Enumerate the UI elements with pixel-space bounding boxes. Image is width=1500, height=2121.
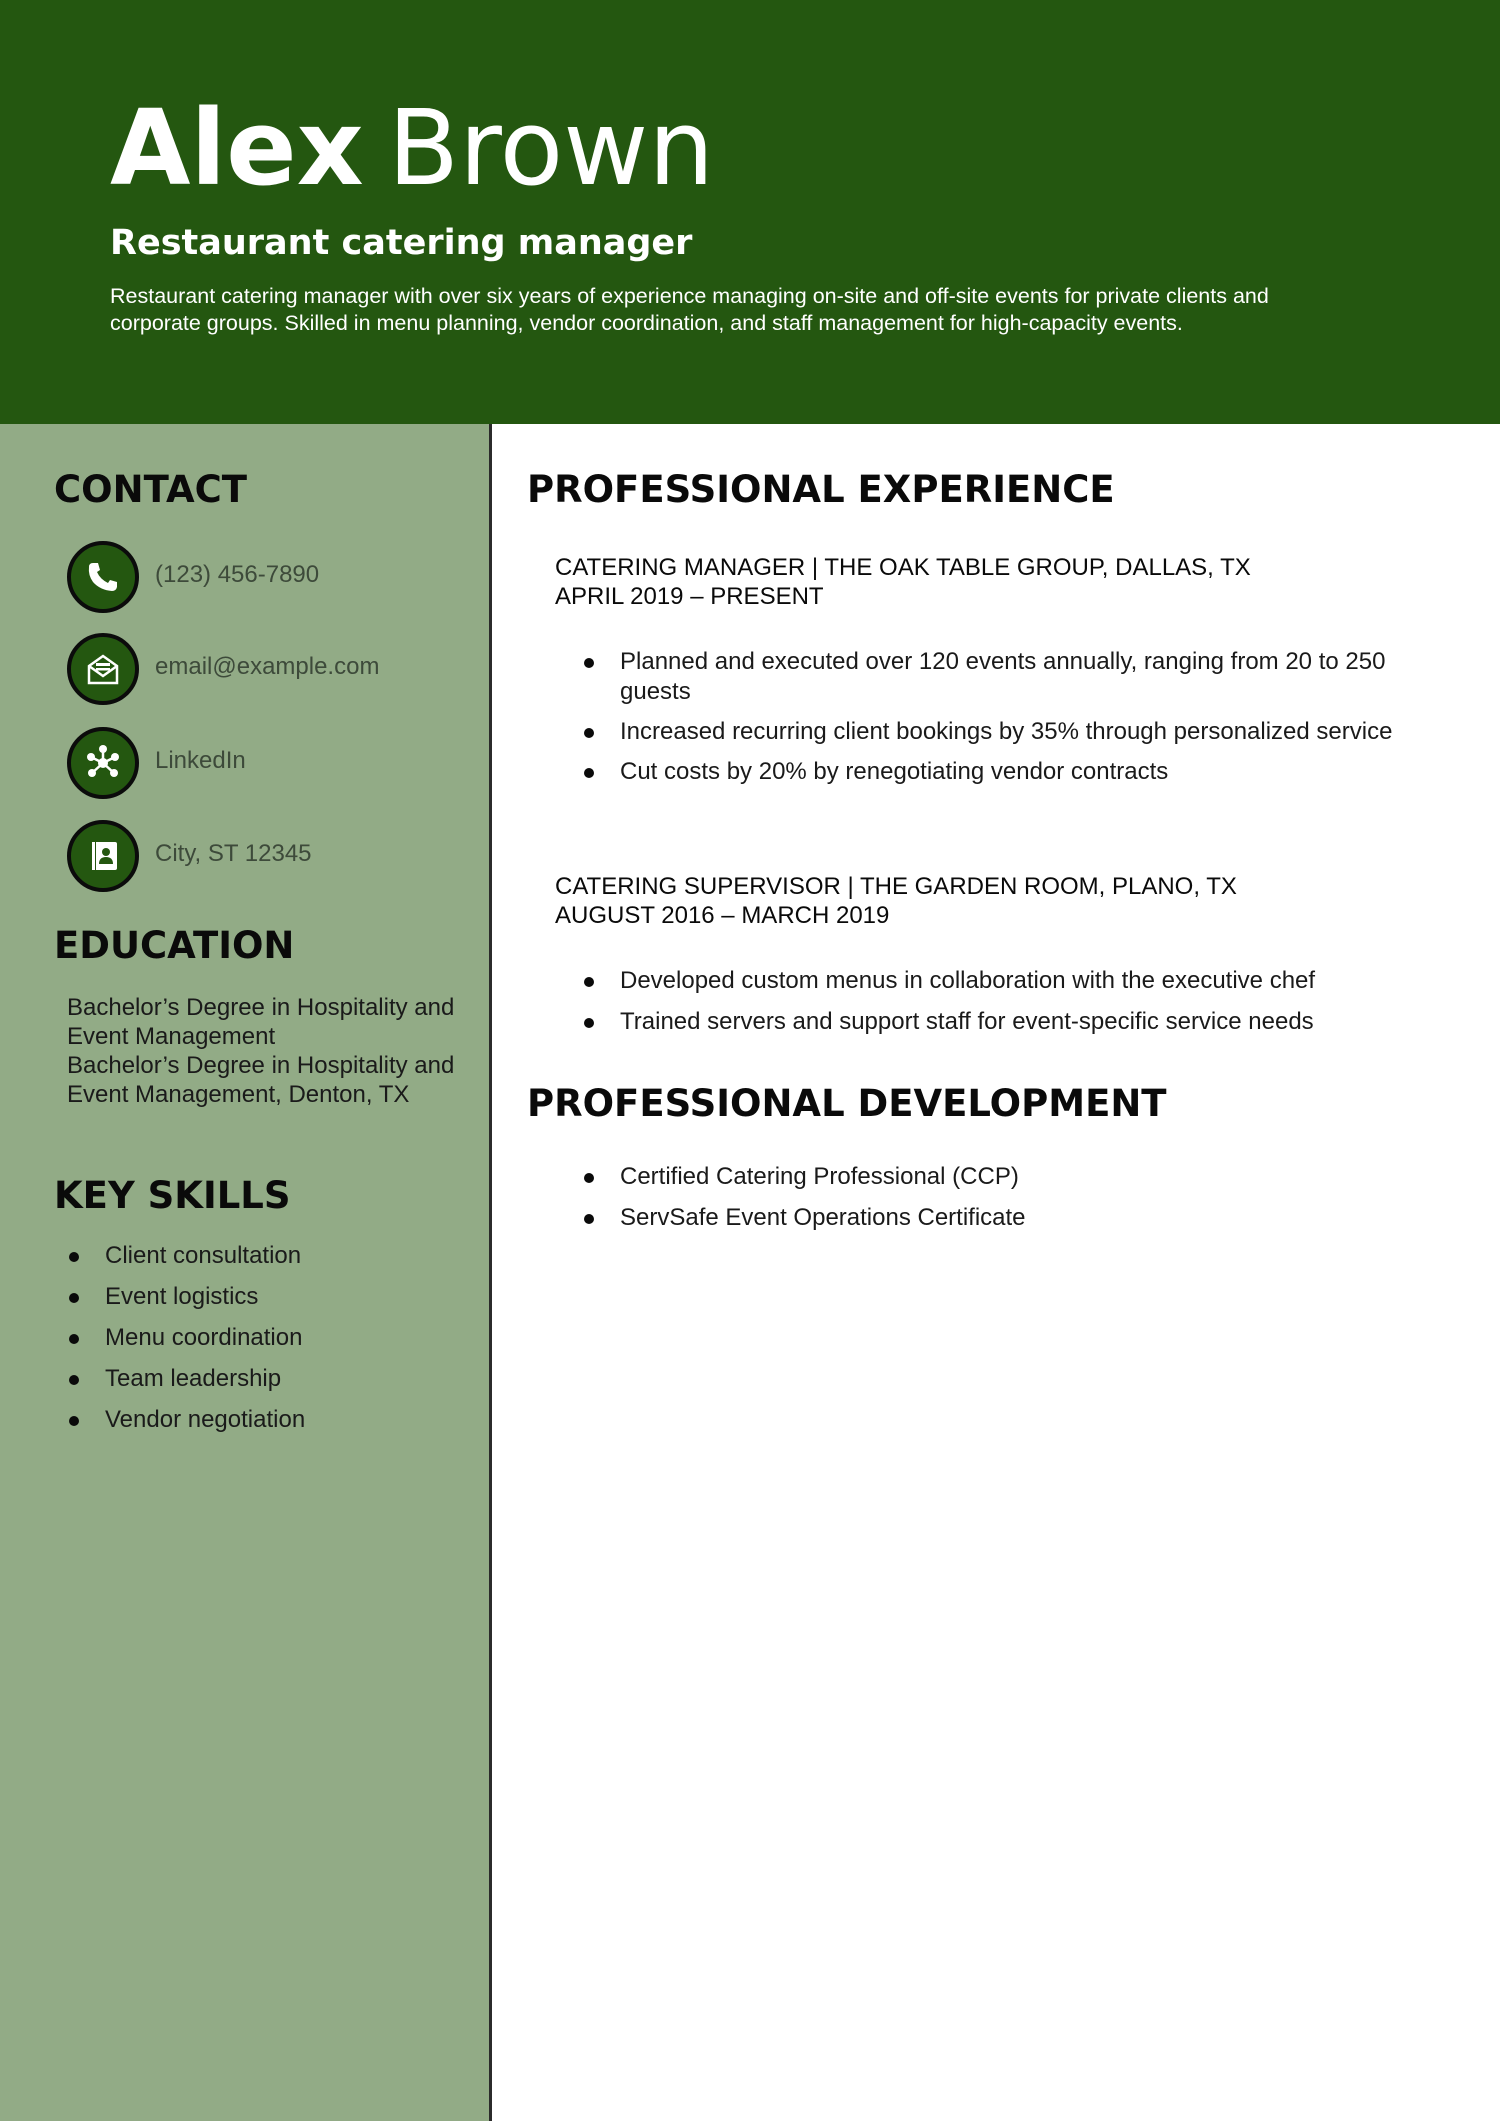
education-heading: EDUCATION <box>54 924 295 967</box>
job-bullet: Developed custom menus in collaboration with the executive chef <box>582 966 1422 996</box>
skills-list <box>67 1241 305 1446</box>
linkedin-text[interactable]: LinkedIn <box>155 747 246 774</box>
education-entry: Bachelor’s Degree in Hospitality and Event Management, Denton, TX <box>67 1052 455 1108</box>
skill-item: Team leadership <box>67 1364 305 1405</box>
job-dates: AUGUST 2016 – MARCH 2019 <box>555 902 890 929</box>
job-title: Restaurant catering manager <box>110 223 693 263</box>
skill-item: Vendor negotiation <box>67 1405 305 1446</box>
development-item: Certified Catering Professional (CCP) <box>582 1162 1422 1192</box>
profile-summary: Restaurant catering manager with over six years of experience managing on-site and off-site events for private clients and corporate groups. Skilled in menu planning, vendor coordination, and staff management for high-capacity events. <box>110 284 1269 335</box>
job-bullets <box>582 647 1422 787</box>
development-list <box>582 1162 1422 1233</box>
job-bullet: Planned and executed over 120 events annually, ranging from 20 to 250 guests <box>582 647 1422 707</box>
experience-heading: PROFESSIONAL EXPERIENCE <box>527 468 1115 511</box>
email-icon <box>67 633 139 705</box>
job-title-line: CATERING SUPERVISOR | THE GARDEN ROOM, PLANO, TX <box>555 873 1237 900</box>
skill-item: Client consultation <box>67 1241 305 1282</box>
location-text: City, ST 12345 <box>155 840 312 867</box>
contact-heading: CONTACT <box>54 468 247 511</box>
address-book-icon <box>67 820 139 892</box>
job-bullet: Increased recurring client bookings by 35% through personalized service <box>582 717 1422 747</box>
contact-location <box>67 820 467 890</box>
resume-header <box>0 0 1500 424</box>
job-bullet: Trained servers and support staff for event-specific service needs <box>582 1007 1422 1037</box>
development-item: ServSafe Event Operations Certificate <box>582 1203 1422 1233</box>
phone-icon <box>67 541 139 613</box>
contact-phone <box>67 541 467 611</box>
skills-heading: KEY SKILLS <box>54 1174 291 1217</box>
email-text[interactable]: email@example.com <box>155 653 380 680</box>
contact-linkedin[interactable] <box>67 727 467 797</box>
development-heading: PROFESSIONAL DEVELOPMENT <box>527 1082 1167 1125</box>
contact-email[interactable] <box>67 633 467 703</box>
job-dates: APRIL 2019 – PRESENT <box>555 583 824 610</box>
job-title-line: CATERING MANAGER | THE OAK TABLE GROUP, DALLAS, TX <box>555 554 1251 581</box>
linkedin-icon <box>67 727 139 799</box>
candidate-name <box>110 88 714 208</box>
education-details <box>67 993 467 1109</box>
skill-item: Event logistics <box>67 1282 305 1323</box>
education-entry: Bachelor’s Degree in Hospitality and Event Management <box>67 994 455 1050</box>
phone-text: (123) 456-7890 <box>155 561 320 588</box>
skill-item: Menu coordination <box>67 1323 305 1364</box>
job-bullets <box>582 966 1422 1037</box>
last-name: Brown <box>387 87 715 209</box>
job-bullet: Cut costs by 20% by renegotiating vendor contracts <box>582 757 1422 787</box>
first-name: Alex <box>110 87 364 209</box>
